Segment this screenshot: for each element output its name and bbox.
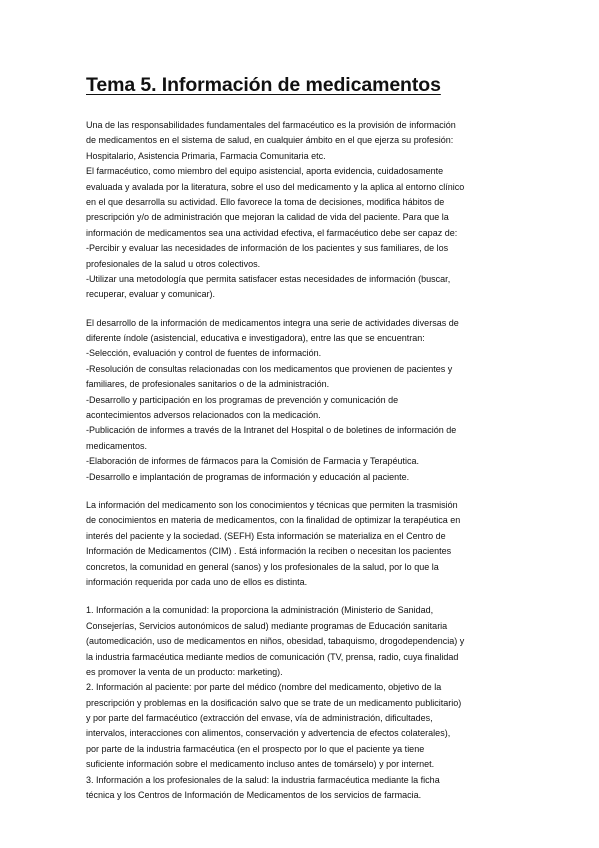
text-line: la industria farmacéutica mediante medios de comunicación (TV, prensa, radio, cuya finalidad [86,651,459,662]
text-line: Información de Medicamentos (CIM) . Está información la reciben o necesitan los pacientes [86,546,452,557]
text-line: de medicamentos en el sistema de salud, en cualquier ámbito en el que ejerza su profesión: [86,135,454,146]
paragraph-4 [86,603,514,803]
text-line: 1. Información a la comunidad: la proporciona la administración (Ministerio de Sanidad, [86,605,434,616]
document-page [86,66,514,803]
text-line: -Publicación de informes a través de la Intranet del Hospital o de boletines de información de [86,425,457,436]
text-line: La información del medicamento son los conocimientos y técnicas que permiten la trasmisión [86,499,458,510]
text-line: Una de las responsabilidades fundamentales del farmacéutico es la provisión de información [86,120,456,130]
text-line: Hospitalario, Asistencia Primaria, Farmacia Comunitaria etc. [86,150,326,161]
text-line: El farmacéutico, como miembro del equipo asistencial, aporta evidencia, cuidadosamente [86,166,444,177]
paragraph-2 [86,316,514,485]
text-line: información de medicamentos sea una actividad efectiva, el farmacéutico debe ser capaz de: [86,227,458,238]
text-line: por parte de la industria farmacéutica (en el prospecto por lo que el paciente ya tiene [86,743,425,754]
text-line: y por parte del farmacéutico (extracción del envase, vía de administración, dificultades, [86,713,433,724]
text-line: de conocimientos en materia de medicamentos, con la finalidad de optimizar la terapéutica en [86,515,461,526]
text-line: -Desarrollo y participación en los programas de prevención y comunicación de [86,394,399,405]
text-line: en el que desarrolla su actividad. Ello favorece la toma de decisiones, modifica hábitos de [86,196,445,207]
text-line: prescripción y/o de administración que mejoran la calidad de vida del paciente. Para que la [86,212,449,223]
text-line: -Utilizar una metodología que permita satisfacer estas necesidades de información (buscar, [86,273,451,284]
text-line: -Elaboración de informes de fármacos para la Comisión de Farmacia y Terapéutica. [86,456,419,467]
text-line: medicamentos. [86,440,148,451]
text-line: información requerida por cada uno de ellos es distinta. [86,576,308,587]
paragraph-gap [86,485,514,498]
text-line: 2. Información al paciente: por parte del médico (nombre del medicamento, objetivo de la [86,682,442,693]
paragraph-1 [86,118,514,303]
text-line: evaluada y avalada por la literatura, sobre el uso del medicamento y la aplica al entorno clínico [86,181,465,192]
text-line: es promover la venta de un producto: marketing). [86,666,283,677]
text-line: interés del paciente y la sociedad. (SEFH) Esta información se materializa en el Centro de [86,530,446,541]
text-line: suficiente información sobre el medicamento incluso antes de tomárselo) y por internet. [86,759,435,770]
text-line: recuperar, evaluar y comunicar). [86,289,216,300]
text-line: -Percibir y evaluar las necesidades de información de los pacientes y sus familiares, de los [86,243,449,254]
text-line: Consejerías, Servicios autonómicos de salud) mediante programas de Educación sanitaria [86,620,448,631]
paragraph-3 [86,498,514,590]
document-body [86,118,514,803]
paragraph-gap [86,590,514,603]
text-line: 3. Información a los profesionales de la salud: la industria farmacéutica mediante la ficha [86,774,440,785]
text-line: -Desarrollo e implantación de programas de información y educación al paciente. [86,471,410,482]
paragraph-gap [86,303,514,316]
text-line: (automedicación, uso de medicamentos en niños, obesidad, tabaquismo, drogodependencia) y [86,636,465,647]
text-line: intervalos, interacciones con alimentos, conservación y advertencia de efectos colaterales), [86,728,451,739]
text-line: familiares, de profesionales sanitarios o de la administración. [86,379,330,390]
document-title: Tema 5. Información de medicamentos [86,74,441,96]
text-line: prescripción y problemas en la dosificación salvo que se trate de un medicamento publicitario) [86,697,462,708]
text-line: diferente índole (asistencial, educativa e investigadora), entre las que se encuentran: [86,333,425,344]
text-line: concretos, la comunidad en general (sanos) y los profesionales de la salud, por lo que la [86,561,439,572]
text-line: -Selección, evaluación y control de fuentes de información. [86,348,322,359]
text-line: técnica y los Centros de Información de Medicamentos de los servicios de farmacia. [86,790,422,801]
text-line: acontecimientos adversos relacionados con la medicación. [86,410,321,421]
text-line: -Resolución de consultas relacionadas con los medicamentos que provienen de pacientes y [86,363,453,374]
text-line: profesionales de la salud u otros colectivos. [86,258,261,269]
text-line: El desarrollo de la información de medicamentos integra una serie de actividades diversas de [86,317,459,328]
